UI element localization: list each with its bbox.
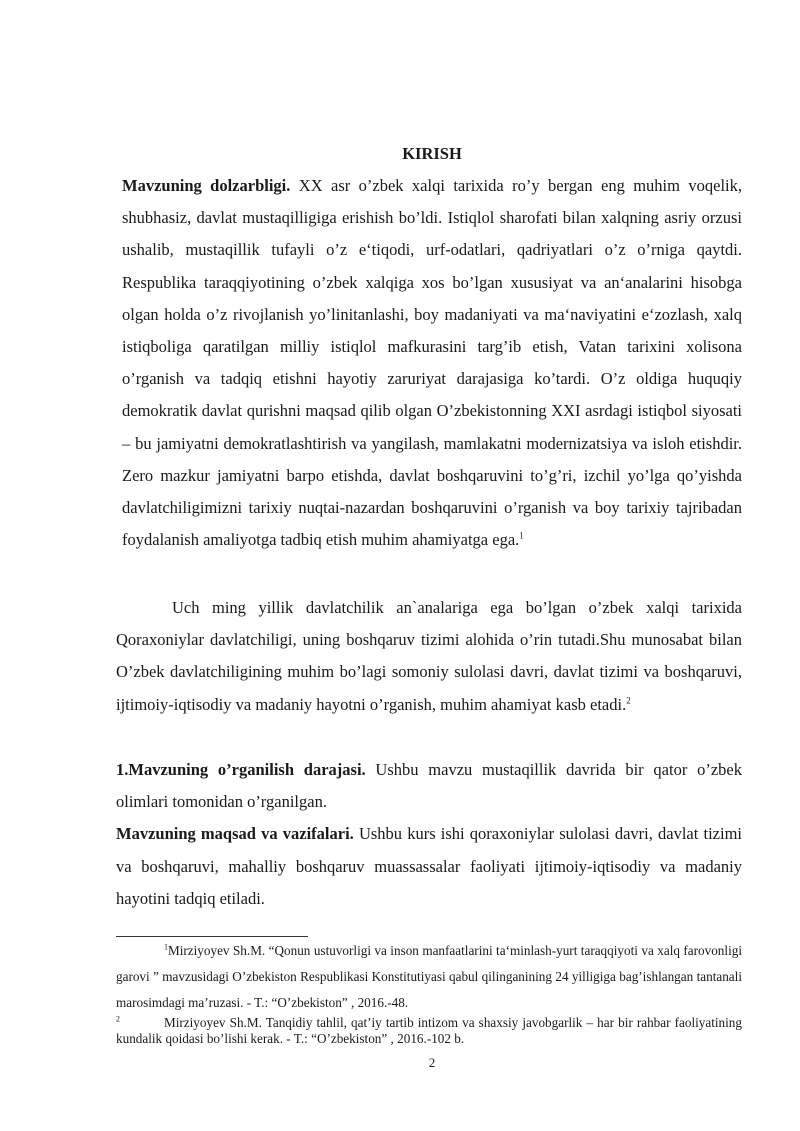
paragraph-text: Uch ming yillik davlatchilik an`analariga ega bo’lgan o’zbek xalqi tarixida Qoraxoniylar davlatchiligi, uning boshqaruv tizimi alohida o’rin tutadi.Shu munosabat bilan O’zbek davlatchiligining muhim bo’lagi somoniy sulolasi davri, davlat tizimi va boshqaruvi, ijtimoiy-iqtisodiy va madaniy hayotni o’rganish, muhim ahamiyat kasb etadi. [116, 598, 742, 714]
footnote-1 [116, 938, 742, 1016]
paragraph-text: XX asr o’zbek xalqi tarixida ro’y bergan eng muhim voqelik, shubhasiz, davlat mustaqilligiga erishish bo’ldi. Istiqlol sharofati bilan xalqning asriy orzusi ushalib, mustaqillik tufayli o’z e‘tiqodi, urf-odatlari, qadriyatlari o’z o’rniga qaytdi. Respublika taraqqiyotining o’zbek xalqiga xos bo’lgan xususiyat va an‘analarini hisobga olgan holda o’z rivojlanish yo’linitanlashi, boy madaniyati va ma‘naviyatini e‘zozlash, xalq istiqboliga qaratilgan milliy istiqlol mafkurasini targ’ib etish, Vatan tarixini xolisona o’rganish va tadqiq etishni hayotiy zaruriyat darajasiga ko’tardi. O’z oldiga huquqiy demokratik davlat qurishni maqsad qilib olgan O’zbekistonning XXI asrdagi istiqbol siyosati – bu jamiyatni demokratlashtirish va yangilash, mamlakatni modernizatsiya va isloh etishdir. Zero mazkur jamiyatni barpo etishda, davlat boshqaruvini to’g’ri, izchil yo’lga qo’yishda davlatchiligimizni tarixiy nuqtai-nazardan boshqaruvini o’rganish va boy tarixiy tajribadan foydalanish amaliyotga tadbiq etish muhim ahamiyatga ega. [122, 176, 742, 550]
page-number: 2 [428, 1055, 436, 1070]
paragraph-study-level [116, 754, 742, 818]
paragraph-relevance [116, 170, 742, 556]
paragraph-text: Ushbu kurs ishi qoraxoniylar sulolasi davri, davlat tizimi va boshqaruvi, mahalliy boshqaruv muassassalar faoliyati ijtimoiy-iqtisodiy va madaniy hayotini tadqiq etiladi. [116, 824, 742, 908]
footnote-ref[interactable]: 2 [626, 695, 631, 706]
footnote-number: 2 [116, 1014, 120, 1024]
paragraph-lead: Mavzuning maqsad va vazifalari. [116, 824, 354, 844]
paragraph-history [116, 592, 742, 721]
paragraph-text: Ushbu mavzu mustaqillik davrida bir qator o’zbek olimlari tomonidan o’rganilgan. [116, 760, 742, 812]
footnote-text: Mirziyoyev Sh.M. “Qonun ustuvorligi va inson manfaatlarini ta‘minlash-yurt taraqqiyoti va xalq farovonligi garovi ” mavzusidagi O’zbekiston Respublikasi Konstitutiyasi qabul qilinganining 24 yilligiga bag’ishlangan tantanali marosimdagi ma’ruzasi. - T.: “O’zbekiston” , 2016.-48. [116, 943, 742, 1010]
section-heading: KIRISH [402, 144, 462, 163]
footnote-text: Mirziyoyev Sh.M. Tanqidiy tahlil, qat’iy tartib intizom va shaxsiy javobgarlik – har bir rahbar faoliyatining kundalik qoidasi bo’lishi kerak. - T.: “O’zbekiston” , 2016.-102 b. [116, 1015, 742, 1046]
footnote-number: 1 [164, 942, 168, 952]
footnote-2 [116, 1015, 742, 1046]
footnote-separator [116, 936, 308, 937]
paragraph-lead: Mavzuning dolzarbligi. [122, 176, 291, 195]
paragraph-goals [116, 818, 742, 915]
paragraph-lead: 1.Mavzuning o’rganilish darajasi. [116, 760, 366, 779]
footnote-ref[interactable]: 1 [519, 530, 524, 541]
paragraph-group [116, 754, 742, 915]
